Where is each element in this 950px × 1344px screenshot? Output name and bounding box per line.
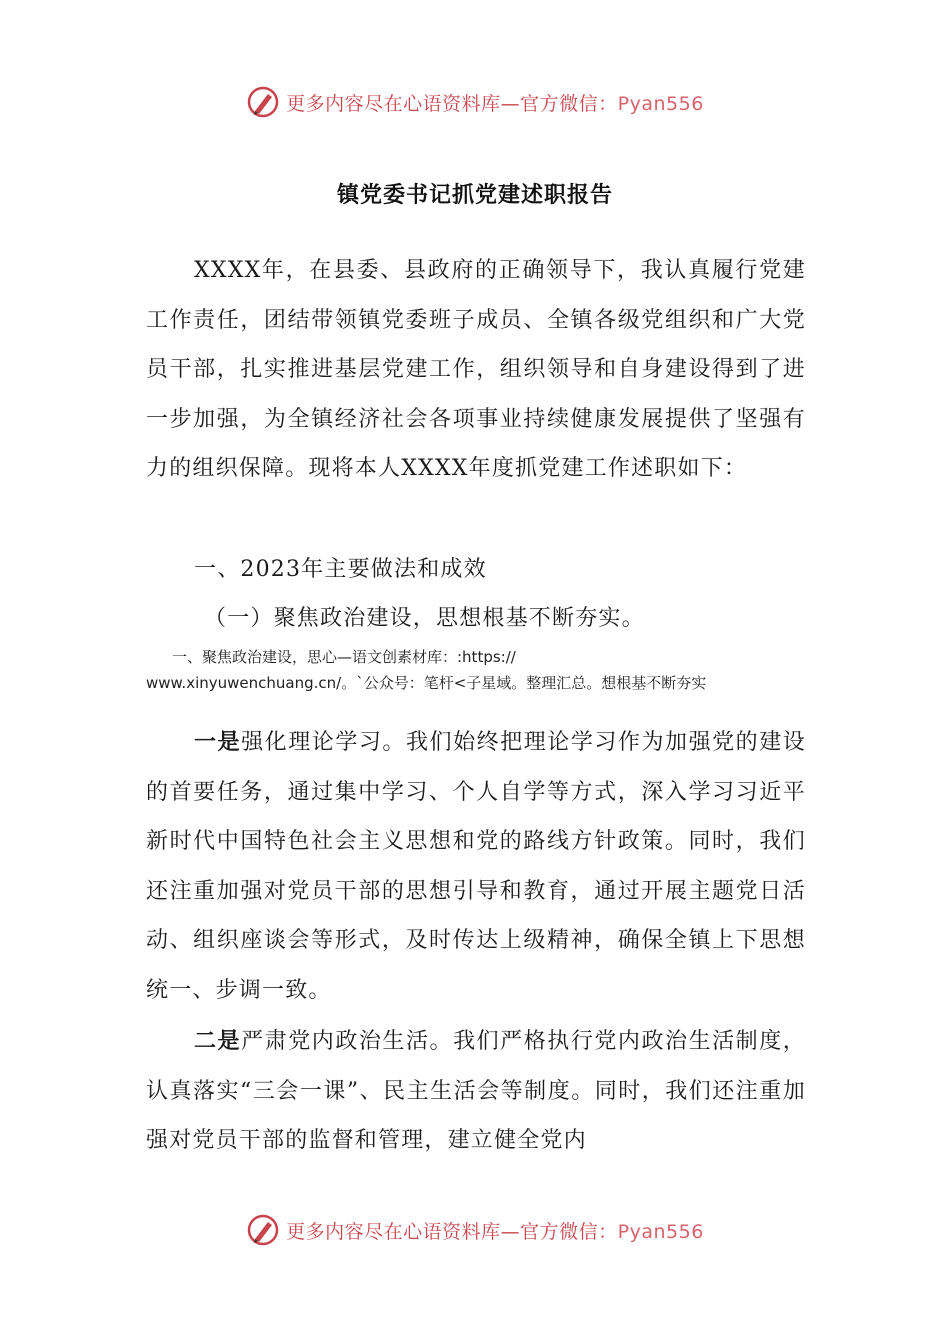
source-note-line-2: www.xinyuwenchuang.cn/。`公众号：笔杆<子星域。整理汇总。想根基不断夯实 xyxy=(146,674,707,692)
point-one-paragraph xyxy=(146,718,806,1015)
source-note-line-1: 一、聚焦政治建设，思心—语文创素材库：:https:// xyxy=(172,648,516,666)
source-note xyxy=(146,644,806,696)
wechat-id: Pyan556 xyxy=(617,1220,704,1243)
point-two-body: 严肃党内政治生活。我们严格执行党内政治生活制度，认真落实“三会一课”、民主生活会等制度。同时，我们还注重加强对党员干部的监督和管理，建立健全党内 xyxy=(146,1029,806,1153)
subsection-heading: （一）聚焦政治建设，思想根基不断夯实。 xyxy=(204,606,645,631)
pen-logo-icon xyxy=(246,1213,280,1247)
point-one-lead: 一是 xyxy=(194,729,242,755)
point-two-paragraph xyxy=(146,1017,806,1166)
footer-watermark xyxy=(0,1210,950,1250)
header-watermark xyxy=(0,82,950,122)
section-heading: 一、2023年主要做法和成效 xyxy=(194,557,487,582)
point-two-lead: 二是 xyxy=(194,1028,242,1054)
wechat-id: Pyan556 xyxy=(617,92,704,115)
watermark-text: 更多内容尽在心语资料库—官方微信：Pyan556 xyxy=(286,1220,704,1243)
document-title: 镇党委书记抓党建述职报告 xyxy=(336,183,613,208)
intro-paragraph: XXXX年，在县委、县政府的正确领导下，我认真履行党建工作责任，团结带领镇党委班子成员、全镇各级党组织和广大党员干部，扎实推进基层党建工作，组织领导和自身建设得到了进一步加强，为全镇经济社会各项事业持续健康发展提供了坚强有力的组织保障。现将本人XXXX年度抓党建工作述职如下： xyxy=(146,258,806,481)
point-one-body: 强化理论学习。我们始终把理论学习作为加强党的建设的首要任务，通过集中学习、个人自学等方式，深入学习习近平新时代中国特色社会主义思想和党的路线方针政策。同时，我们还注重加强对党员干部的思想引导和教育，通过开展主题党日活动、组织座谈会等形式，及时传达上级精神，确保全镇上下思想统一、步调一致。 xyxy=(146,730,806,1003)
pen-logo-icon xyxy=(246,85,280,119)
watermark-text: 更多内容尽在心语资料库—官方微信：Pyan556 xyxy=(286,92,704,115)
